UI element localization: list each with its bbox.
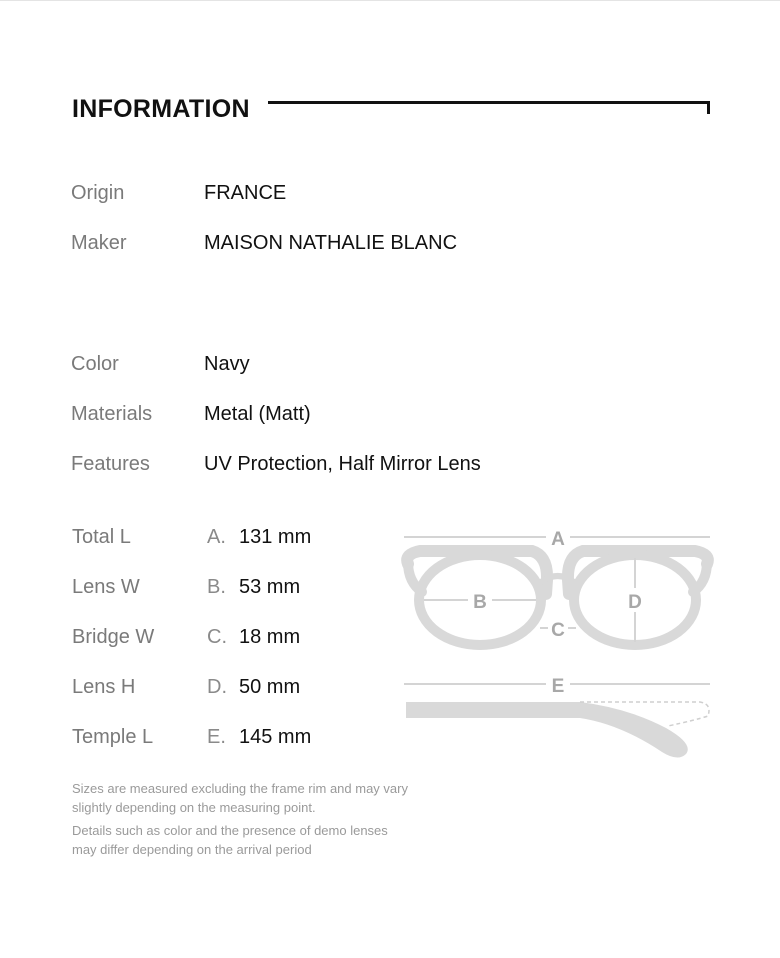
measurement-letter: C. (207, 626, 227, 648)
measurement-letter: A. (207, 526, 226, 548)
features-label: Features (71, 453, 150, 475)
materials-value: Metal (Matt) (204, 403, 311, 425)
diagram-label-d: D (628, 592, 642, 613)
color-label: Color (71, 353, 119, 375)
features-value: UV Protection, Half Mirror Lens (204, 453, 481, 475)
measurement-value: 53 mm (239, 576, 301, 598)
measurement-label: Lens W (72, 576, 140, 598)
section-title: INFORMATION (72, 95, 250, 123)
measurement-value: 145 mm (239, 726, 312, 748)
details-note: Details such as color and the presence of demo lenses may differ depending on the arrival period (72, 823, 388, 857)
right-endpiece (693, 562, 707, 592)
maker-label: Maker (71, 232, 127, 254)
measurement-value: 50 mm (239, 676, 301, 698)
diagram-label-c: C (551, 620, 565, 641)
glasses-size-diagram-icon (400, 522, 715, 767)
measurement-letter: E. (207, 726, 226, 748)
left-endpiece (408, 562, 422, 592)
top-divider (0, 0, 780, 1)
measurement-label: Total L (72, 526, 131, 548)
bridge (541, 576, 574, 582)
title-rule-end (707, 101, 710, 114)
color-value: Navy (204, 353, 250, 375)
diagram-label-e: E (551, 676, 565, 697)
measurement-letter: B. (207, 576, 226, 598)
temple-arm (406, 702, 688, 758)
materials-label: Materials (71, 403, 153, 425)
maker-value: MAISON NATHALIE BLANC (204, 232, 458, 254)
measurement-label: Bridge W (72, 626, 155, 648)
size-note: Sizes are measured excluding the frame rim and may vary slightly depending on the measuring point. (72, 781, 408, 815)
measurement-value: 131 mm (239, 526, 312, 548)
diagram-label-a: A (551, 529, 565, 550)
diagram-label-b: B (473, 592, 487, 613)
measurement-label: Temple L (72, 726, 154, 748)
measurement-label: Lens H (72, 676, 136, 698)
origin-label: Origin (71, 182, 125, 204)
origin-value: FRANCE (204, 182, 287, 204)
measurement-letter: D. (207, 676, 227, 698)
title-rule (268, 101, 710, 104)
measurement-value: 18 mm (239, 626, 301, 648)
